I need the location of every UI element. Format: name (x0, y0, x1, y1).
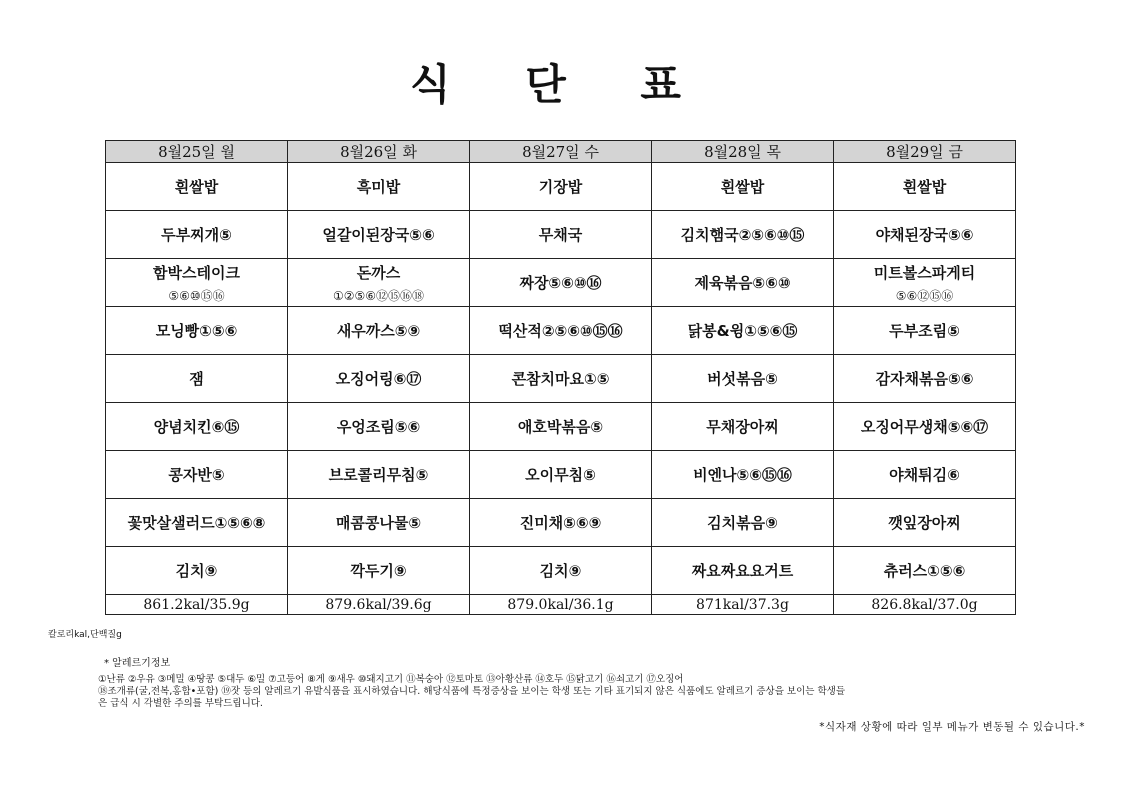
menu-cell (470, 403, 652, 451)
menu-item-allergens: ①②⑤⑥⑫⑮⑯⑱ (332, 288, 425, 303)
nutrition-cell: 879.6kal/39.6g (288, 595, 470, 615)
menu-cell (834, 211, 1016, 259)
menu-item: 두부찌개⑤ (161, 226, 232, 244)
menu-item: 김치볶음⑨ (707, 514, 778, 532)
menu-cell (652, 499, 834, 547)
nutrition-cell: 879.0kal/36.1g (470, 595, 652, 615)
menu-item-allergens: ⑤⑥⑩⑮⑯ (168, 288, 225, 303)
calorie-unit-note: 칼로리kal,단백질g (48, 630, 122, 640)
menu-item: 감자채볶음⑤⑥ (875, 370, 974, 388)
menu-item: 버섯볶음⑤ (707, 370, 778, 388)
menu-item: 양념치킨⑥⑮ (153, 418, 240, 436)
menu-item: 돈까스 (356, 263, 401, 282)
menu-row (106, 355, 1016, 403)
menu-cell (834, 163, 1016, 211)
menu-row (106, 307, 1016, 355)
nutrition-cell: 826.8kal/37.0g (834, 595, 1016, 615)
menu-cell (288, 547, 470, 595)
page-title: 식 단 표 (410, 60, 711, 109)
menu-item: 김치⑨ (539, 562, 582, 580)
menu-item: 제육볶음⑤⑥⑩ (694, 274, 791, 292)
day-header: 8월25일 월 (106, 141, 288, 163)
menu-cell (652, 211, 834, 259)
allergy-line: 은 급식 시 각별한 주의를 부탁드립니다. (98, 698, 263, 709)
menu-item: 애호박볶음⑤ (517, 418, 604, 436)
menu-row (106, 259, 1016, 307)
menu-item: 츄러스①⑤⑥ (883, 562, 966, 580)
menu-cell (652, 547, 834, 595)
menu-cell (470, 355, 652, 403)
menu-cell (470, 451, 652, 499)
menu-item: 깻잎장아찌 (888, 514, 961, 532)
menu-cell (106, 259, 288, 307)
menu-item: 모닝빵①⑤⑥ (155, 322, 238, 340)
menu-cell (288, 403, 470, 451)
menu-item: 오징어무생채⑤⑥⑰ (860, 418, 989, 436)
menu-cell (288, 163, 470, 211)
menu-item: 김치⑨ (175, 562, 218, 580)
menu-item: 콘참치마요①⑤ (511, 370, 610, 388)
allergy-line: ⑱조개류(굴,전복,홍합•포함) ⑲잣 등의 알레르기 유발식품을 표시하였습니다. 해당식품에 특정증상을 보이는 학생 또는 기타 표기되지 않은 식품에도 알레르기 증상을 보이는 학생들 (98, 686, 846, 697)
menu-cell (106, 307, 288, 355)
menu-cell (106, 499, 288, 547)
menu-body (106, 163, 1016, 615)
nutrition-cell: 871kal/37.3g (652, 595, 834, 615)
menu-item: 짜장⑤⑥⑩⑯ (519, 274, 602, 292)
menu-item: 브로콜리무침⑤ (328, 466, 429, 484)
menu-cell (834, 307, 1016, 355)
menu-item: 기장밥 (538, 178, 583, 196)
table-header-row (106, 141, 1016, 163)
menu-cell (106, 403, 288, 451)
menu-item: 꽃맛살샐러드①⑤⑥⑧ (127, 514, 266, 532)
menu-row (106, 547, 1016, 595)
menu-cell (470, 307, 652, 355)
menu-cell (288, 259, 470, 307)
day-header: 8월26일 화 (288, 141, 470, 163)
menu-row (106, 451, 1016, 499)
menu-cell (106, 211, 288, 259)
menu-cell (106, 451, 288, 499)
day-header: 8월28일 목 (652, 141, 834, 163)
menu-cell (652, 163, 834, 211)
menu-item: 닭봉&윙①⑤⑥⑮ (687, 322, 798, 340)
menu-item: 깍두기⑨ (350, 562, 407, 580)
menu-item: 오이무침⑤ (525, 466, 596, 484)
menu-cell (652, 403, 834, 451)
menu-item: 함박스테이크 (153, 263, 240, 282)
menu-item: 콩자반⑤ (168, 466, 225, 484)
menu-cell (470, 163, 652, 211)
menu-item-allergens: ⑤⑥⑫⑮⑯ (895, 288, 954, 303)
menu-cell (288, 499, 470, 547)
menu-cell (652, 307, 834, 355)
menu-item: 떡산적②⑤⑥⑩⑮⑯ (498, 322, 623, 340)
menu-cell (652, 259, 834, 307)
menu-row (106, 499, 1016, 547)
menu-item: 우엉조림⑤⑥ (336, 418, 421, 436)
menu-item: 미트볼스파게티 (873, 263, 976, 282)
menu-item: 흰쌀밥 (902, 178, 947, 196)
menu-cell (288, 451, 470, 499)
menu-cell (652, 355, 834, 403)
allergy-line: ①난류 ②우유 ③메밀 ④땅콩 ⑤대두 ⑥밀 ⑦고등어 ⑧게 ⑨새우 ⑩돼지고기 ⑪복숭아 ⑫토마토 ⑬아황산류 ⑭호두 ⑮닭고기 ⑯쇠고기 ⑰오징어 (98, 674, 684, 685)
menu-item: 김치햄국②⑤⑥⑩⑮ (680, 226, 805, 244)
menu-item: 얼갈이된장국⑤⑥ (322, 226, 435, 244)
menu-item: 흰쌀밥 (174, 178, 219, 196)
menu-row (106, 163, 1016, 211)
menu-item: 두부조림⑤ (889, 322, 960, 340)
menu-item: 잼 (189, 370, 204, 388)
menu-cell (106, 355, 288, 403)
nutrition-row (106, 595, 1016, 615)
menu-cell (834, 259, 1016, 307)
menu-item: 무채장아찌 (706, 418, 779, 436)
menu-cell (834, 499, 1016, 547)
menu-item: 새우까스⑤⑨ (336, 322, 421, 340)
menu-cell (288, 355, 470, 403)
menu-cell (288, 307, 470, 355)
day-header: 8월27일 수 (470, 141, 652, 163)
menu-cell (834, 355, 1016, 403)
menu-item: 흰쌀밥 (720, 178, 765, 196)
menu-cell (288, 211, 470, 259)
menu-row (106, 211, 1016, 259)
menu-cell (470, 499, 652, 547)
menu-cell (470, 211, 652, 259)
menu-cell (834, 547, 1016, 595)
menu-item: 매콤콩나물⑤ (335, 514, 422, 532)
menu-cell (834, 403, 1016, 451)
menu-item: 오징어링⑥⑰ (335, 370, 422, 388)
menu-row (106, 403, 1016, 451)
menu-item: 비엔나⑤⑥⑮⑯ (693, 466, 792, 484)
menu-cell (834, 451, 1016, 499)
menu-item: 짜요짜요요거트 (691, 562, 794, 580)
menu-item: 무채국 (538, 226, 583, 244)
menu-cell (652, 451, 834, 499)
allergy-info-list (98, 674, 1088, 710)
menu-cell (106, 547, 288, 595)
menu-item: 야채된장국⑤⑥ (875, 226, 974, 244)
allergy-info-title: * 알레르기정보 (104, 658, 171, 669)
menu-item: 진미채⑤⑥⑨ (519, 514, 602, 532)
menu-cell (470, 547, 652, 595)
menu-item: 야채튀김⑥ (889, 466, 960, 484)
menu-item: 흑미밥 (356, 178, 401, 196)
meal-table (105, 140, 1016, 615)
menu-change-notice: *식자재 상황에 따라 일부 메뉴가 변동될 수 있습니다.* (819, 721, 1085, 733)
nutrition-cell: 861.2kal/35.9g (106, 595, 288, 615)
day-header: 8월29일 금 (834, 141, 1016, 163)
menu-cell (106, 163, 288, 211)
menu-cell (470, 259, 652, 307)
